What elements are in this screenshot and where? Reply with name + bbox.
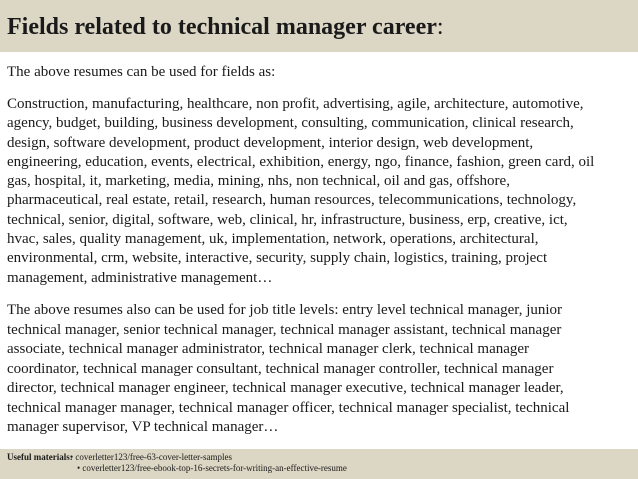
- job-levels-line: coordinator, technical manager consultant, technical manager controller, technical manager: [7, 360, 554, 377]
- job-levels-paragraph: [7, 301, 633, 438]
- job-levels-line: technical manager, senior technical manager, technical manager assistant, technical manager: [7, 321, 562, 338]
- slide-title-text: Fields related to technical manager career: [7, 14, 437, 40]
- fields-line: engineering, education, events, electrical, exhibition, energy, ngo, finance, fashion, green card, oil: [7, 153, 595, 170]
- job-levels-line: The above resumes also can be used for job title levels: entry level technical manager, junior: [7, 302, 563, 318]
- fields-paragraph: [7, 95, 633, 288]
- fields-line: Construction, manufacturing, healthcare, non profit, advertising, agile, architecture, automotive,: [7, 96, 584, 112]
- fields-line: agency, budget, building, business development, consulting, communication, clinical research,: [7, 115, 574, 132]
- cover-letter-samples-link[interactable]: • coverletter123/free-63-cover-letter-samples: [70, 452, 232, 462]
- footer-band: [0, 449, 638, 479]
- slide-title: [7, 13, 444, 41]
- fields-line: technical, senior, digital, software, web, clinical, hr, infrastructure, business, erp, creative, ict,: [7, 211, 568, 228]
- useful-materials-label: Useful materials:: [7, 452, 73, 462]
- job-levels-line: director, technical manager engineer, technical manager executive, technical manager leader,: [7, 380, 564, 396]
- job-levels-line: technical manager manager, technical manager officer, technical manager specialist, technical: [7, 399, 570, 416]
- fields-intro: The above resumes can be used for fields as:: [7, 64, 276, 80]
- slide-title-colon: :: [436, 14, 444, 40]
- fields-line: gas, hospital, it, marketing, media, mining, nhs, non technical, oil and gas, offshore,: [7, 173, 510, 190]
- resume-ebook-link[interactable]: • coverletter123/free-ebook-top-16-secrets-for-writing-an-effective-resume: [77, 463, 347, 473]
- job-levels-line: manager supervisor, VP technical manager…: [7, 419, 279, 435]
- fields-line: pharmaceutical, real estate, retail, research, human resources, telecommunications, technology,: [7, 192, 577, 209]
- fields-line: hvac, sales, quality management, uk, implementation, network, operations, architectural,: [7, 231, 539, 248]
- job-levels-line: associate, technical manager administrator, technical manager clerk, technical manager: [7, 341, 530, 357]
- title-band: [0, 0, 638, 52]
- fields-line: management, administrative management…: [7, 269, 273, 286]
- fields-line: design, software development, product development, interior design, web development,: [7, 134, 534, 151]
- useful-materials-links: [70, 452, 347, 474]
- fields-line: environmental, crm, website, interactive, security, supply chain, logistics, training, project: [7, 250, 548, 267]
